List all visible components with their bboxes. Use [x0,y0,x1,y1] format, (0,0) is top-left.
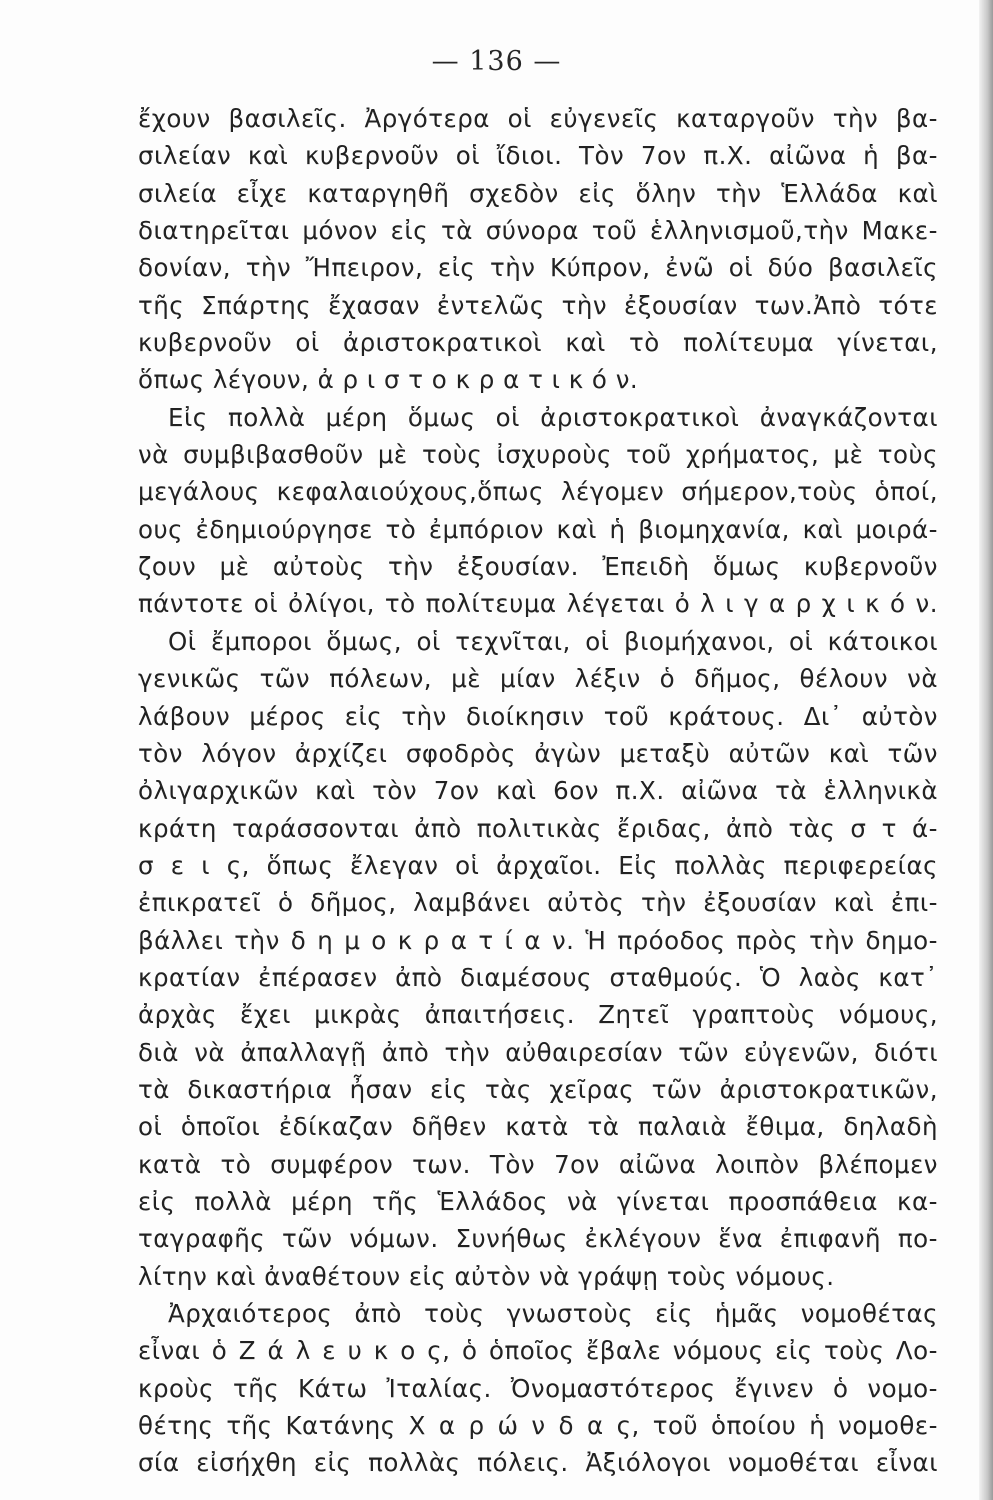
text-line: θέτης τῆς Κατάνης Χ α ρ ώ ν δ α ς, τοῦ ὁποίου ἡ νομοθε- [138,1411,938,1441]
text-line: τὰ δικαστήρια ἦσαν εἰς τὰς χεῖρας τῶν ἀριστοκρατικῶν, [138,1074,938,1104]
body-text [138,100,938,1482]
text-line: ὅπως λέγουν, ἀ ρ ι σ τ ο κ ρ α τ ι κ ό ν. [138,365,639,395]
text-line: κατὰ τὸ συμφέρον των. Τὸν 7ον αἰῶνα λοιπὸν βλέπομεν [138,1149,938,1179]
text-line: τῆς Σπάρτης ἔχασαν ἐντελῶς τὴν ἐξουσίαν των.Ἀπὸ τότε [138,290,938,320]
text-line: διὰ νὰ ἀπαλλαγῇ ἀπὸ τὴν αὐθαιρεσίαν τῶν εὐγενῶν, διότι [138,1037,938,1067]
text-line: κρατίαν ἐπέρασεν ἀπὸ διαμέσους σταθμούς. Ὁ λαὸς κατ᾿ [138,962,938,992]
text-line: ἔχουν βασιλεῖς. Ἀργότερα οἱ εὐγενεῖς καταργοῦν τὴν βα- [138,104,938,133]
text-line: γενικῶς τῶν πόλεων, μὲ μίαν λέξιν ὁ δῆμος, θέλουν νὰ [138,664,938,694]
text-line: λάβουν μέρος εἰς τὴν διοίκησιν τοῦ κράτους. Δι᾿ αὐτὸν [138,701,938,731]
text-line: διατηρεῖται μόνον εἰς τὰ σύνορα τοῦ ἑλληνισμοῦ,τὴν Μακε- [138,216,938,246]
text-line: κυβερνοῦν οἱ ἀριστοκρατικοὶ καὶ τὸ πολίτευμα γίνεται, [138,328,938,358]
text-line: βάλλει τὴν δ η μ ο κ ρ α τ ί α ν. Ἡ πρόοδος πρὸς τὴν δημο- [138,925,938,955]
text-line: κράτη ταράσσονται ἀπὸ πολιτικὰς ἔριδας, ἀπὸ τὰς σ τ ά- [138,813,938,843]
text-line: Οἱ ἔμποροι ὅμως, οἱ τεχνῖται, οἱ βιομήχανοι, οἱ κάτοικοι [168,626,938,656]
text-line: ους ἐδημιούργησε τὸ ἐμπόριον καὶ ἡ βιομηχανία, καὶ μοιρά- [138,514,938,544]
text-line: Εἰς πολλὰ μέρη ὅμως οἱ ἀριστοκρατικοὶ ἀναγκάζονται [168,402,938,432]
text-line: νὰ συμβιβασθοῦν μὲ τοὺς ἰσχυροὺς τοῦ χρήματος, μὲ τοὺς [138,440,938,470]
text-line: ὀλιγαρχικῶν καὶ τὸν 7ον καὶ 6ον π.Χ. αἰῶνα τὰ ἑλληνικὰ [138,776,938,806]
text-line: εἶναι ὁ Ζ ά λ ε υ κ ο ς, ὁ ὁποῖος ἔβαλε νόμους εἰς τοὺς Λο- [138,1336,938,1366]
text-line: κροὺς τῆς Κάτω Ἰταλίας. Ὀνομαστότερος ἔγινεν ὁ νομο- [138,1373,938,1403]
text-line: δονίαν, τὴν Ἤπειρον, εἰς τὴν Κύπρον, ἐνῶ οἱ δύο βασιλεῖς [138,253,938,283]
page-number: — 136 — [431,46,562,77]
text-line: σιλεία εἶχε καταργηθῆ σχεδὸν εἰς ὅλην τὴν Ἑλλάδα καὶ [138,178,938,208]
text-line: σία εἰσήχθη εἰς πολλὰς πόλεις. Ἀξιόλογοι νομοθέται εἶναι [138,1448,938,1478]
text-line: ζουν μὲ αὐτοὺς τὴν ἐξουσίαν. Ἐπειδὴ ὅμως κυβερνοῦν [138,552,938,582]
text-line: πάντοτε οἱ ὀλίγοι, τὸ πολίτευμα λέγεται ὀ λ ι γ α ρ χ ι κ ό ν. [138,589,938,619]
text-line: ταγραφῆς τῶν νόμων. Συνήθως ἐκλέγουν ἕνα ἐπιφανῆ πο- [138,1224,938,1254]
text-line: σ ε ι ς, ὅπως ἔλεγαν οἱ ἀρχαῖοι. Εἰς πολλὰς περιφερείας [138,850,938,880]
text-line: οἱ ὁποῖοι ἐδίκαζαν δῆθεν κατὰ τὰ παλαιὰ ἔθιμα, δηλαδὴ [138,1112,938,1142]
text-line: τὸν λόγον ἀρχίζει σφοδρὸς ἀγὼν μεταξὺ αὐτῶν καὶ τῶν [138,738,938,768]
text-line: μεγάλους κεφαλαιούχους,ὅπως λέγομεν σήμερον,τοὺς ὁποί, [138,477,938,507]
text-line: ἀρχὰς ἔχει μικρὰς ἀπαιτήσεις. Ζητεῖ γραπτοὺς νόμους, [138,1000,938,1030]
text-line: Ἀρχαιότερος ἀπὸ τοὺς γνωστοὺς εἰς ἡμᾶς νομοθέτας [168,1299,938,1328]
page-edge-shadow [979,0,993,1500]
text-line: ἐπικρατεῖ ὁ δῆμος, λαμβάνει αὐτὸς τὴν ἐξουσίαν καὶ ἐπι- [138,888,938,918]
text-line: εἰς πολλὰ μέρη τῆς Ἑλλάδος νὰ γίνεται προσπάθεια κα- [138,1186,938,1216]
text-line: σιλείαν καὶ κυβερνοῦν οἱ ἴδιοι. Τὸν 7ον π.Χ. αἰῶνα ἡ βα- [138,141,938,171]
text-line: λίτην καὶ ἀναθέτουν εἰς αὐτὸν νὰ γράψῃ τοὺς νόμους. [138,1261,835,1291]
